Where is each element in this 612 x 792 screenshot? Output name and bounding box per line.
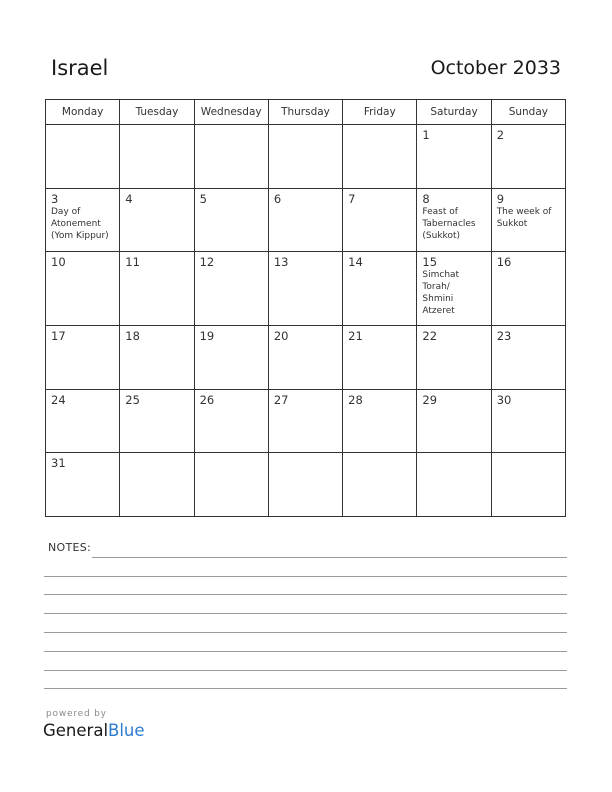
holiday-label: The week of — [496, 206, 552, 217]
week-row — [46, 453, 566, 517]
day-cell — [343, 252, 417, 326]
day-cell — [417, 252, 491, 326]
week-row — [46, 326, 566, 390]
note-line — [44, 594, 567, 595]
holiday-label: Feast of — [422, 206, 458, 217]
brand-general: General — [43, 721, 109, 740]
day-cell — [491, 389, 565, 453]
empty-day-cell — [46, 125, 120, 189]
day-number: 9 — [496, 191, 505, 206]
day-cell — [491, 252, 565, 326]
day-cell — [491, 188, 565, 252]
empty-day-cell — [417, 453, 491, 517]
powered-by-text: powered by — [46, 709, 107, 719]
empty-day-cell — [268, 453, 342, 517]
day-number: 6 — [273, 191, 282, 206]
day-cell — [343, 188, 417, 252]
day-number: 7 — [348, 191, 356, 206]
month-year-title: October 2033 — [430, 57, 561, 79]
weekday-tuesday: Tuesday — [120, 100, 194, 125]
day-number: 14 — [348, 255, 363, 270]
holiday-label: (Sukkot) — [422, 230, 460, 241]
day-cell — [491, 326, 565, 390]
day-cell — [120, 252, 194, 326]
weekday-wednesday: Wednesday — [194, 100, 268, 125]
day-cell — [194, 188, 268, 252]
empty-day-cell — [194, 125, 268, 189]
day-cell — [194, 326, 268, 390]
notes-label: NOTES: — [48, 541, 92, 554]
day-cell — [46, 389, 120, 453]
weekday-thursday: Thursday — [268, 100, 342, 125]
day-cell — [343, 326, 417, 390]
day-number: 12 — [199, 255, 215, 270]
weekday-monday: Monday — [46, 100, 120, 125]
day-cell — [46, 252, 120, 326]
day-cell — [46, 188, 120, 252]
week-row — [46, 125, 566, 189]
note-line — [44, 688, 567, 689]
weekday-header-row — [46, 100, 566, 125]
note-line — [44, 632, 567, 633]
empty-day-cell — [120, 125, 194, 189]
day-number: 26 — [199, 392, 215, 407]
day-cell — [417, 326, 491, 390]
day-number: 24 — [51, 392, 66, 407]
day-cell — [194, 252, 268, 326]
week-row — [46, 252, 566, 326]
day-cell — [417, 188, 491, 252]
country-title: Israel — [51, 56, 109, 80]
day-number: 31 — [51, 456, 66, 471]
note-line — [44, 576, 567, 577]
calendar-body — [46, 125, 566, 517]
day-number: 17 — [51, 329, 66, 344]
empty-day-cell — [343, 453, 417, 517]
empty-day-cell — [194, 453, 268, 517]
empty-day-cell — [343, 125, 417, 189]
note-line — [44, 670, 567, 671]
day-number: 4 — [125, 191, 133, 206]
day-cell — [120, 326, 194, 390]
holiday-label: Sukkot — [496, 218, 528, 229]
day-number: 25 — [125, 392, 140, 407]
day-number: 18 — [125, 329, 140, 344]
day-cell — [268, 252, 342, 326]
day-number: 3 — [51, 191, 59, 206]
day-cell — [46, 453, 120, 517]
day-number: 28 — [348, 392, 363, 407]
generalblue-logo — [43, 721, 145, 740]
weekday-sunday: Sunday — [491, 100, 565, 125]
holiday-label: Tabernacles — [422, 218, 476, 229]
day-cell — [268, 389, 342, 453]
day-number: 8 — [422, 191, 430, 206]
day-number: 23 — [496, 329, 512, 344]
week-row — [46, 389, 566, 453]
holiday-label: Day of — [51, 206, 81, 217]
day-cell — [491, 125, 565, 189]
weekday-friday: Friday — [343, 100, 417, 125]
calendar-grid — [45, 99, 566, 517]
day-cell — [268, 188, 342, 252]
note-line — [44, 651, 567, 652]
brand-blue: Blue — [108, 721, 145, 740]
day-number: 29 — [422, 392, 438, 407]
day-number: 16 — [496, 255, 512, 270]
day-number: 5 — [199, 191, 207, 206]
holiday-label: Torah/ — [422, 282, 450, 293]
day-cell — [417, 125, 491, 189]
note-line — [92, 557, 567, 558]
day-number: 15 — [422, 255, 438, 270]
day-cell — [417, 389, 491, 453]
note-line — [44, 613, 567, 614]
day-number: 20 — [273, 329, 289, 344]
day-cell — [120, 389, 194, 453]
day-number: 2 — [496, 128, 505, 142]
day-number: 13 — [273, 255, 289, 270]
empty-day-cell — [268, 125, 342, 189]
day-number: 1 — [422, 128, 430, 142]
day-number: 11 — [125, 255, 140, 270]
holiday-label: (Yom Kippur) — [51, 230, 109, 241]
empty-day-cell — [491, 453, 565, 517]
weekday-saturday: Saturday — [417, 100, 491, 125]
empty-day-cell — [120, 453, 194, 517]
day-number: 21 — [348, 329, 363, 344]
day-cell — [194, 389, 268, 453]
day-number: 19 — [199, 329, 215, 344]
day-number: 22 — [422, 329, 438, 344]
holiday-label: Atzeret — [422, 306, 455, 317]
day-number: 30 — [496, 392, 512, 407]
day-number: 10 — [51, 255, 66, 270]
day-cell — [268, 326, 342, 390]
day-cell — [46, 326, 120, 390]
holiday-label: Atonement — [51, 218, 101, 229]
week-row — [46, 188, 566, 252]
holiday-label: Simchat — [422, 270, 460, 281]
day-number: 27 — [273, 392, 289, 407]
day-cell — [120, 188, 194, 252]
holiday-label: Shmini — [422, 294, 454, 305]
day-cell — [343, 389, 417, 453]
